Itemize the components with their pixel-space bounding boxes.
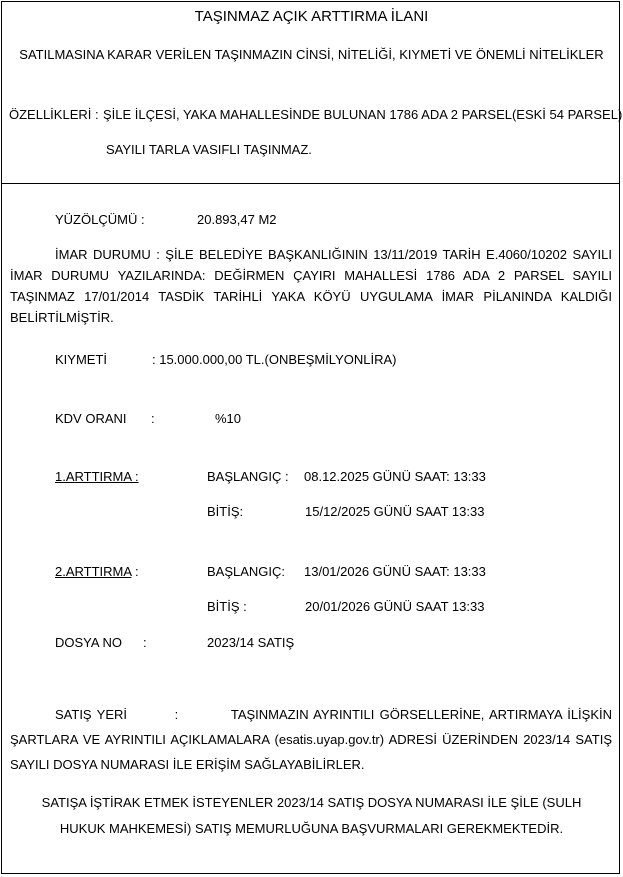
dosya-no-label: DOSYA NO bbox=[55, 635, 122, 650]
arttirma2-start-value: 13/01/2026 GÜNÜ SAAT: 13:33 bbox=[304, 564, 486, 579]
istirak-paragraph: SATIŞA İŞTİRAK ETMEK İSTEYENLER 2023/14 SATIŞ DOSYA NUMARASI İLE ŞİLE (SULH HUKUK MAHKEMESİ) SATIŞ MEMURLUĞUNA BAŞVURMALARI GEREKMEKTEDİR. bbox=[41, 795, 582, 836]
satis-yeri-paragraph: SATIŞ YERİ : TAŞINMAZIN AYRINTILI GÖRSELLERİNE, ARTIRMAYA İLİŞKİN ŞARTLARA VE AYRINTILI AÇIKLAMALARA (esatis.uyap.gov.tr) ADRESİ ÜZERİNDEN 2023/14 SATIŞ SAYILI DOSYA NUMARASI İLE ERİŞİM SAĞLAYABİLİRLER. bbox=[10, 707, 616, 772]
dosya-no-value: 2023/14 SATIŞ bbox=[207, 635, 295, 650]
imar-durumu-paragraph: İMAR DURUMU : ŞİLE BELEDİYE BAŞKANLIĞININ 13/11/2019 TARİH E.4060/10202 SAYILI İMAR DURUMU YAZILARINDA: DEĞİRMEN ÇAYIRI MAHALLESİ 1786 ADA 2 PARSEL SAYILI TAŞINMAZ 17/01/2014 TASDİK TARİHLİ YAKA KÖYÜ UYGULAMA İMAR PİLANINDA KALDIĞI BELİRTİLMİŞTİR. bbox=[10, 247, 612, 325]
kdv-label: KDV ORANI bbox=[55, 411, 127, 426]
kiymet-value: : 15.000.000,00 TL.(ONBEŞMİLYONLİRA) bbox=[152, 352, 397, 367]
kdv-value: %10 bbox=[215, 411, 242, 426]
arttirma1-start-value: 08.12.2025 GÜNÜ SAAT: 13:33 bbox=[304, 469, 486, 484]
ozellikleri-label: ÖZELLİKLERİ : bbox=[9, 107, 99, 122]
dosya-no-colon: : bbox=[143, 635, 147, 650]
page-title: TAŞINMAZ AÇIK ARTTIRMA İLANI bbox=[194, 8, 429, 25]
arttirma2-label: 2.ARTTIRMA bbox=[55, 564, 132, 579]
ozellikleri-line2: SAYILI TARLA VASIFLI TAŞINMAZ. bbox=[106, 142, 312, 157]
arttirma2-label-group bbox=[55, 564, 139, 580]
arttirma2-start-label: BAŞLANGIÇ: bbox=[207, 564, 286, 579]
arttirma1-label: 1.ARTTIRMA : bbox=[55, 469, 139, 484]
page-subtitle: SATILMASINA KARAR VERİLEN TAŞINMAZIN CİNSİ, NİTELİĞİ, KIYMETİ VE ÖNEMLİ NİTELİKLER bbox=[19, 47, 604, 62]
arttirma2-end-value: 20/01/2026 GÜNÜ SAAT 13:33 bbox=[305, 599, 485, 614]
arttirma2-end-label: BİTİŞ : bbox=[207, 599, 247, 614]
arttirma1-end-label: BİTİŞ: bbox=[207, 504, 244, 519]
kiymet-label: KIYMETİ bbox=[55, 352, 108, 367]
ozellikleri-line1: ŞİLE İLÇESİ, YAKA MAHALLESİNDE BULUNAN 1786 ADA 2 PARSEL(ESKİ 54 PARSEL) bbox=[103, 107, 623, 122]
arttirma1-end-value: 15/12/2025 GÜNÜ SAAT 13:33 bbox=[305, 504, 485, 519]
arttirma2-label-colon: : bbox=[131, 564, 139, 579]
yuzolcumu-label: YÜZÖLÇÜMÜ : bbox=[55, 212, 145, 227]
yuzolcumu-value: 20.893,47 M2 bbox=[197, 212, 277, 227]
arttirma1-start-label: BAŞLANGIÇ : bbox=[207, 469, 289, 484]
kdv-colon: : bbox=[151, 411, 155, 426]
